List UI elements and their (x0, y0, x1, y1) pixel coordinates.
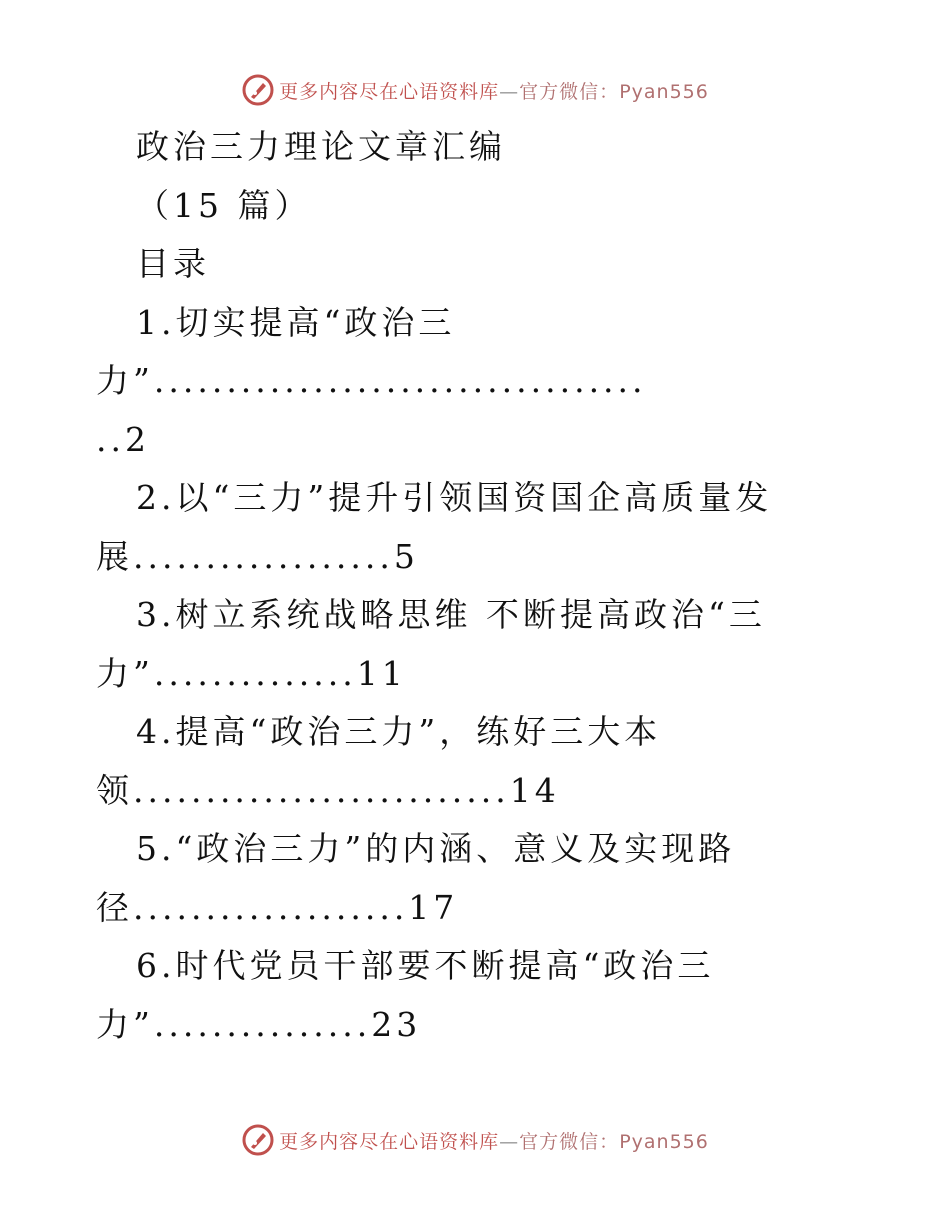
watermark-text: 更多内容尽在心语资料库—官方微信：Pyan556 (279, 1130, 709, 1153)
toc-line: 4.提高“政治三力”，练好三大本 (136, 712, 662, 751)
watermark-text: 更多内容尽在心语资料库—官方微信：Pyan556 (279, 80, 709, 103)
toc-line: 5.“政治三力”的内涵、意义及实现路 (136, 829, 736, 868)
watermark-footer (0, 1120, 950, 1160)
watermark-header (0, 70, 950, 110)
quill-logo-icon (241, 1123, 275, 1157)
toc-line: 6.时代党员干部要不断提高“政治三 (136, 946, 715, 985)
toc-line: 2.以“三力”提升引领国资国企高质量发 (136, 478, 773, 517)
toc-line: 1.切实提高“政治三 (136, 302, 456, 342)
toc-line: 力”.................................. (96, 361, 647, 400)
table-of-contents (96, 294, 856, 1055)
toc-line: 展..................5 (96, 536, 419, 576)
article-count: （15 篇） (136, 185, 312, 225)
toc-line: ..2 (96, 419, 150, 459)
toc-line: 力”...............23 (96, 1004, 422, 1044)
document-body (96, 118, 856, 1054)
toc-heading: 目录 (136, 244, 210, 283)
document-title: 政治三力理论文章汇编 (136, 127, 506, 166)
toc-line: 领..........................14 (96, 770, 560, 810)
toc-line: 3.树立系统战略思维 不断提高政治“三 (136, 595, 766, 634)
toc-line: 力”..............11 (96, 653, 407, 693)
toc-line: 径...................17 (96, 887, 459, 927)
quill-logo-icon (241, 73, 275, 107)
